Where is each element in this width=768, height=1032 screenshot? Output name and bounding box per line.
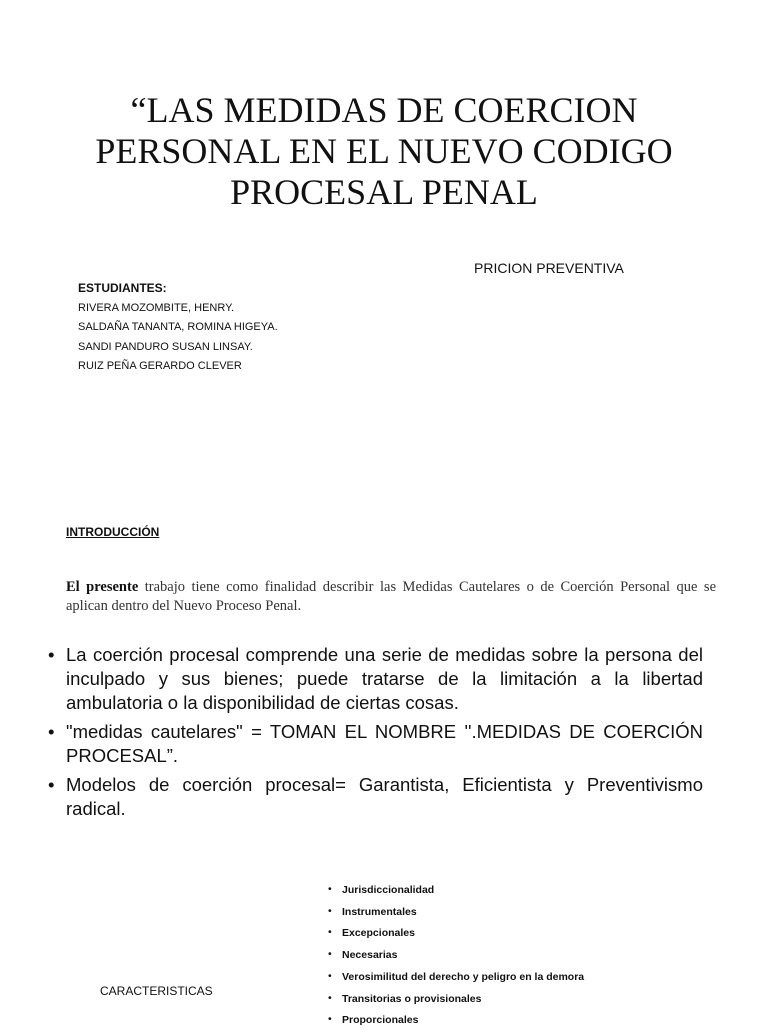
student-name: RUIZ PEÑA GERARDO CLEVER: [78, 360, 242, 372]
bullet-list: [48, 643, 703, 826]
introduction-text: trabajo tiene como finalidad describir las Medidas Cautelares o de Coerción Personal que se aplican dentro del Nuevo Proceso Penal.: [66, 579, 716, 614]
characteristic-item: • Excepcionales: [328, 923, 584, 945]
subtitle: PRICION PREVENTIVA: [474, 260, 624, 276]
characteristic-item: • Verosimilitud del derecho y peligro en la demora: [328, 967, 584, 989]
characteristic-item: • Proporcionales: [328, 1010, 584, 1032]
bullet-item: • Modelos de coerción procesal= Garantista, Eficientista y Preventivismo radical.: [48, 773, 703, 821]
bullet-item: • "medidas cautelares" = TOMAN EL NOMBRE ''.MEDIDAS DE COERCIÓN PROCESAL”.: [48, 720, 703, 768]
characteristic-item: • Jurisdiccionalidad: [328, 880, 584, 902]
student-name: SALDAÑA TANANTA, ROMINA HIGEYA.: [78, 321, 278, 333]
characteristics-label: CARACTERISTICAS: [100, 984, 213, 998]
characteristic-item: • Instrumentales: [328, 902, 584, 924]
introduction-heading: INTRODUCCIÓN: [66, 525, 160, 539]
student-name: SANDI PANDURO SUSAN LINSAY.: [78, 340, 253, 353]
students-block: [78, 279, 278, 377]
document-title: “LAS MEDIDAS DE COERCION PERSONAL EN EL NUEVO CODIGO PROCESAL PENAL: [95, 90, 673, 212]
student-name: RIVERA MOZOMBITE, HENRY.: [78, 301, 235, 314]
bullet-item: • La coerción procesal comprende una serie de medidas sobre la persona del inculpado y sus bienes; puede tratarse de la limitación a la libertad ambulatoria o la disponibilidad de ciertas cosas.: [48, 643, 703, 715]
characteristic-item: • Necesarias: [328, 945, 584, 967]
introduction-lead: El presente: [66, 579, 139, 595]
students-heading: ESTUDIANTES:: [78, 281, 167, 295]
introduction-paragraph: [66, 578, 716, 616]
characteristic-item: • Transitorias o provisionales: [328, 989, 584, 1011]
characteristics-list: [328, 880, 584, 1032]
